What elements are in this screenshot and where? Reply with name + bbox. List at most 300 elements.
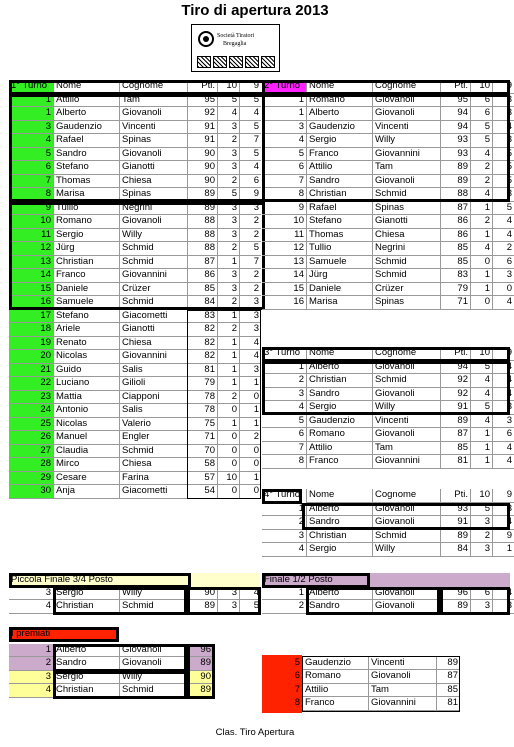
nines-cell: 5 (492, 148, 514, 162)
column-header: Nome (53, 80, 119, 94)
rank-cell: 4 (9, 600, 53, 614)
column-header: 9 (492, 347, 514, 361)
tens-cell: 5 (217, 188, 239, 202)
name-cell: Renato (53, 337, 119, 351)
surname-cell: Giovanoli (372, 587, 440, 601)
points-cell: 89 (440, 415, 470, 429)
points-cell: 88 (440, 188, 470, 202)
name-cell: Mirco (53, 458, 119, 472)
tens-cell: 2 (470, 161, 492, 175)
surname-cell: Ciapponi (119, 391, 187, 405)
nines-cell: 5 (492, 161, 514, 175)
rank-cell: 2 (262, 374, 306, 388)
name-cell: Alberto (306, 361, 372, 375)
tens-cell: 4 (470, 188, 492, 202)
rank-cell: 18 (9, 323, 53, 337)
nines-cell: 3 (492, 503, 514, 517)
points-cell: 92 (440, 374, 470, 388)
surname-cell: Tam (372, 442, 440, 456)
surname-cell: Schmid (372, 530, 440, 544)
points-cell: 90 (187, 161, 217, 175)
rank-cell: 6 (262, 428, 306, 442)
name-cell: Samuele (306, 256, 372, 270)
name-cell: Christian (306, 530, 372, 544)
surname-cell: Schmid (372, 374, 440, 388)
name-cell: Attilio (306, 161, 372, 175)
surname-cell: Chiesa (119, 337, 187, 351)
points-cell: 87 (440, 202, 470, 216)
rank-cell: 1 (262, 361, 306, 375)
tens-cell: 1 (470, 283, 492, 297)
rank-cell: 14 (9, 269, 53, 283)
tens-cell: 1 (217, 364, 239, 378)
surname-cell: Schmid (119, 600, 187, 614)
nines-cell: 3 (239, 296, 261, 310)
name-cell: Gaudenzio (53, 121, 119, 135)
name-cell: Sergio (306, 543, 372, 557)
rank-cell: 7 (9, 175, 53, 189)
tens-cell: 1 (470, 428, 492, 442)
nines-cell: 5 (239, 121, 261, 135)
tens-cell: 5 (470, 361, 492, 375)
tens-cell: 3 (217, 202, 239, 216)
nines-cell: 3 (492, 415, 514, 429)
name-cell: Romano (53, 215, 119, 229)
points-cell: 95 (187, 94, 217, 108)
rank-cell: 3 (9, 671, 53, 685)
points-cell: 88 (187, 229, 217, 243)
surname-cell: Giovanoli (119, 644, 187, 658)
name-cell: Christian (306, 188, 372, 202)
surname-cell: Salis (119, 404, 187, 418)
rank-cell: 14 (262, 269, 306, 283)
surname-cell: Spinas (372, 202, 440, 216)
surname-cell: Chiesa (372, 229, 440, 243)
points-cell: 83 (440, 269, 470, 283)
surname-cell: Giovannini (372, 148, 440, 162)
tens-cell: 3 (470, 543, 492, 557)
points-cell: 84 (440, 543, 470, 557)
points-cell: 81 (187, 364, 217, 378)
name-cell: Thomas (306, 229, 372, 243)
tens-cell: 4 (470, 415, 492, 429)
surname-cell: Giovanoli (372, 107, 440, 121)
name-cell: Samuele (53, 296, 119, 310)
points-cell: 84 (187, 296, 217, 310)
points-cell: 70 (187, 445, 217, 459)
surname-cell: Valerio (119, 418, 187, 432)
points-cell: 79 (187, 377, 217, 391)
surname-cell: Giovannini (368, 697, 436, 711)
name-cell: Sandro (306, 175, 372, 189)
rank-cell: 4 (262, 543, 306, 557)
name-cell: Christian (53, 256, 119, 270)
name-cell: Rafael (306, 202, 372, 216)
surname-cell: Giovanoli (372, 600, 440, 614)
finale-title: Finale 1/2 Posto (264, 574, 333, 585)
points-cell: 89 (440, 600, 470, 614)
points-cell: 94 (440, 107, 470, 121)
rank-cell: 4 (262, 134, 306, 148)
name-cell: Guido (53, 364, 119, 378)
points-cell: 87 (436, 670, 460, 684)
name-cell: Sergio (306, 134, 372, 148)
nines-cell: 1 (239, 377, 261, 391)
points-cell: 89 (440, 175, 470, 189)
name-cell: Sandro (306, 600, 372, 614)
surname-cell: Willy (119, 587, 187, 601)
tens-cell: 3 (217, 269, 239, 283)
tens-cell: 4 (470, 148, 492, 162)
tens-cell: 6 (470, 587, 492, 601)
points-cell: 71 (187, 431, 217, 445)
tens-cell: 1 (470, 455, 492, 469)
column-header: Cognome (372, 347, 440, 361)
nines-cell: 4 (492, 296, 514, 310)
points-cell: 90 (187, 671, 213, 685)
name-cell: Alberto (306, 587, 372, 601)
tens-cell: 1 (217, 418, 239, 432)
rank-cell: 26 (9, 431, 53, 445)
name-cell: Stefano (53, 161, 119, 175)
points-cell: 89 (440, 530, 470, 544)
column-header: 9 (239, 80, 261, 94)
rank-cell: 8 (9, 188, 53, 202)
tens-cell: 2 (217, 391, 239, 405)
nines-cell: 4 (492, 516, 514, 530)
nines-cell: 4 (492, 361, 514, 375)
surname-cell: Spinas (372, 296, 440, 310)
rank-cell: 8 (294, 697, 300, 708)
name-cell: Ariele (53, 323, 119, 337)
rank-cell: 13 (262, 256, 306, 270)
tens-cell: 3 (217, 229, 239, 243)
points-cell: 91 (187, 134, 217, 148)
surname-cell: Salis (119, 364, 187, 378)
surname-cell: Giovanoli (372, 503, 440, 517)
points-cell: 93 (440, 503, 470, 517)
nines-cell: 7 (239, 256, 261, 270)
turno3-title: 3° Turno (264, 347, 301, 358)
nines-cell: 1 (239, 418, 261, 432)
rank-cell: 23 (9, 391, 53, 405)
nines-cell: 4 (492, 215, 514, 229)
nines-cell: 3 (239, 364, 261, 378)
points-cell: 82 (187, 337, 217, 351)
points-cell: 95 (440, 94, 470, 108)
surname-cell: Giovanoli (119, 148, 187, 162)
nines-cell: 4 (239, 350, 261, 364)
points-cell: 75 (187, 418, 217, 432)
tens-cell: 1 (470, 229, 492, 243)
tens-cell: 4 (470, 388, 492, 402)
rank-cell: 3 (9, 121, 53, 135)
column-header: Pti. (440, 80, 470, 94)
nines-cell: 3 (492, 600, 514, 614)
name-cell: Sandro (306, 388, 372, 402)
surname-cell: Engler (119, 431, 187, 445)
surname-cell: Gianotti (119, 323, 187, 337)
nines-cell: 1 (492, 543, 514, 557)
tens-cell: 0 (217, 445, 239, 459)
rank-cell: 12 (262, 242, 306, 256)
rank-cell: 10 (9, 215, 53, 229)
rank-cell: 22 (9, 377, 53, 391)
points-cell: 93 (440, 148, 470, 162)
surname-cell: Gilioli (119, 377, 187, 391)
turno1-title: 1° Turno (11, 80, 48, 91)
surname-cell: Giovanoli (119, 657, 187, 671)
column-header: 9 (492, 489, 514, 503)
nines-cell: 2 (492, 242, 514, 256)
tens-cell: 1 (217, 256, 239, 270)
tens-cell: 1 (217, 310, 239, 324)
tens-cell: 1 (470, 442, 492, 456)
points-cell: 88 (187, 215, 217, 229)
rank-cell: 1 (9, 94, 53, 108)
surname-cell: Willy (372, 401, 440, 415)
nines-cell: 6 (239, 175, 261, 189)
surname-cell: Schmid (119, 296, 187, 310)
nines-cell: 5 (239, 600, 261, 614)
rank-cell: 2 (262, 600, 306, 614)
nines-cell: 2 (239, 215, 261, 229)
name-cell: Gaudenzio (306, 415, 372, 429)
surname-cell: Spinas (119, 188, 187, 202)
tens-cell: 0 (217, 458, 239, 472)
column-header: Pti. (440, 489, 470, 503)
points-cell: 58 (187, 458, 217, 472)
name-cell: Attilio (53, 94, 119, 108)
points-cell: 91 (440, 516, 470, 530)
rank-cell: 3 (262, 388, 306, 402)
surname-cell: Giovanoli (372, 175, 440, 189)
points-cell: 94 (440, 121, 470, 135)
name-cell: Nicolas (53, 418, 119, 432)
tens-cell: 6 (470, 94, 492, 108)
surname-cell: Chiesa (119, 175, 187, 189)
nines-cell: 3 (492, 401, 514, 415)
name-cell: Sandro (53, 148, 119, 162)
tens-cell: 5 (470, 134, 492, 148)
name-cell: Franco (302, 697, 368, 711)
nines-cell: 0 (492, 283, 514, 297)
column-header: Cognome (372, 80, 440, 94)
tens-cell: 2 (217, 175, 239, 189)
rank-cell: 1 (262, 107, 306, 121)
nines-cell: 5 (492, 202, 514, 216)
nines-cell: 2 (239, 283, 261, 297)
name-cell: Cesare (53, 472, 119, 486)
turno2-title: 2° Turno (262, 80, 306, 94)
rank-cell: 15 (9, 283, 53, 297)
rank-cell: 11 (262, 229, 306, 243)
name-cell: Alberto (53, 107, 119, 121)
column-header: Nome (306, 347, 372, 361)
logo-text: Società Tiratori Bregaglia (217, 33, 255, 47)
surname-cell: Tam (372, 161, 440, 175)
tens-cell: 10 (217, 472, 239, 486)
tens-cell: 2 (470, 175, 492, 189)
points-cell: 85 (187, 283, 217, 297)
surname-cell: Farina (119, 472, 187, 486)
tens-cell: 3 (217, 587, 239, 601)
points-cell: 86 (440, 215, 470, 229)
points-cell: 89 (187, 657, 213, 671)
rank-cell: 1 (262, 587, 306, 601)
points-cell: 87 (440, 428, 470, 442)
tens-cell: 3 (217, 148, 239, 162)
name-cell: Mattia (53, 391, 119, 405)
points-cell: 89 (436, 657, 460, 671)
tens-cell: 1 (470, 202, 492, 216)
nines-cell: 4 (492, 442, 514, 456)
points-cell: 89 (187, 684, 213, 698)
name-cell: Thomas (53, 175, 119, 189)
points-cell: 85 (440, 256, 470, 270)
nines-cell: 6 (492, 428, 514, 442)
name-cell: Marisa (306, 296, 372, 310)
name-cell: Anja (53, 485, 119, 499)
nines-cell: 4 (492, 374, 514, 388)
column-header: Nome (306, 489, 372, 503)
rank-cell: 6 (294, 670, 300, 681)
nines-cell: 0 (239, 391, 261, 405)
points-cell: 89 (187, 600, 217, 614)
tens-cell: 1 (470, 269, 492, 283)
nines-cell: 3 (239, 202, 261, 216)
surname-cell: Vincenti (368, 657, 436, 671)
name-cell: Jürg (53, 242, 119, 256)
column-header: Pti. (440, 347, 470, 361)
surname-cell: Willy (119, 229, 187, 243)
tens-cell: 0 (217, 404, 239, 418)
rank-cell: 7 (294, 683, 300, 695)
rank-cell: 4 (262, 401, 306, 415)
name-cell: Romano (302, 670, 368, 684)
tens-cell: 0 (470, 256, 492, 270)
nines-cell: 4 (492, 455, 514, 469)
nines-cell: 3 (239, 323, 261, 337)
points-cell: 81 (436, 697, 460, 711)
surname-cell: Willy (119, 671, 187, 685)
points-cell: 85 (440, 442, 470, 456)
nines-cell: 3 (492, 269, 514, 283)
rank-cell: 12 (9, 242, 53, 256)
name-cell: Franco (306, 455, 372, 469)
name-cell: Claudia (53, 445, 119, 459)
column-header: Cognome (119, 80, 187, 94)
points-cell: 89 (187, 188, 217, 202)
name-cell: Luciano (53, 377, 119, 391)
tens-cell: 2 (217, 296, 239, 310)
rank-cell: 11 (9, 229, 53, 243)
name-cell: Rafael (53, 134, 119, 148)
tens-cell: 3 (217, 283, 239, 297)
surname-cell: Schmid (119, 256, 187, 270)
tens-cell: 1 (217, 337, 239, 351)
nines-cell: 5 (239, 94, 261, 108)
name-cell: Gaudenzio (306, 121, 372, 135)
name-cell: Gaudenzio (302, 657, 368, 671)
rank-cell: 5 (294, 656, 300, 668)
surname-cell: Schmid (119, 684, 187, 698)
name-cell: Stefano (306, 215, 372, 229)
column-header: 10 (470, 489, 492, 503)
surname-cell: Willy (372, 543, 440, 557)
points-cell: 83 (187, 310, 217, 324)
points-cell: 54 (187, 485, 217, 499)
premiati-title: I premiati (11, 628, 51, 639)
name-cell: Manuel (53, 431, 119, 445)
points-cell: 93 (440, 134, 470, 148)
surname-cell: Crüzer (119, 283, 187, 297)
points-cell: 86 (187, 269, 217, 283)
surname-cell: Vincenti (372, 121, 440, 135)
surname-cell: Willy (372, 134, 440, 148)
points-cell: 89 (440, 161, 470, 175)
rank-cell: 13 (9, 256, 53, 270)
nines-cell: 3 (492, 188, 514, 202)
nines-cell: 2 (239, 431, 261, 445)
rank-cell: 7 (262, 442, 306, 456)
rank-cell: 2 (262, 516, 306, 530)
tens-cell: 3 (470, 600, 492, 614)
column-header: Cognome (372, 489, 440, 503)
club-logo (191, 24, 280, 72)
tens-cell: 5 (217, 94, 239, 108)
surname-cell: Tam (119, 94, 187, 108)
nines-cell: 2 (239, 229, 261, 243)
rank-cell: 20 (9, 350, 53, 364)
rank-cell: 15 (262, 283, 306, 297)
points-cell: 82 (187, 323, 217, 337)
surname-cell: Giovanoli (372, 94, 440, 108)
name-cell: Tullio (53, 202, 119, 216)
piccola-finale-title: Piccola Finale 3/4 Posto (11, 574, 113, 585)
surname-cell: Giovanoli (119, 215, 187, 229)
points-cell: 94 (440, 361, 470, 375)
name-cell: Antonio (53, 404, 119, 418)
nines-cell: 3 (239, 310, 261, 324)
column-header: 10 (470, 347, 492, 361)
nines-cell: 6 (492, 256, 514, 270)
name-cell: Christian (306, 374, 372, 388)
column-header: Nome (306, 80, 372, 94)
nines-cell: 1 (239, 472, 261, 486)
tens-cell: 4 (470, 242, 492, 256)
rank-cell: 1 (262, 94, 306, 108)
name-cell: Tullio (306, 242, 372, 256)
surname-cell: Chiesa (119, 458, 187, 472)
surname-cell: Tam (368, 684, 436, 698)
surname-cell: Schmid (119, 242, 187, 256)
tens-cell: 2 (470, 530, 492, 544)
points-cell: 71 (440, 296, 470, 310)
seal-icon (198, 31, 214, 47)
points-cell: 96 (440, 587, 470, 601)
name-cell: Franco (306, 148, 372, 162)
name-cell: Sergio (53, 229, 119, 243)
rank-cell: 4 (9, 684, 53, 698)
rank-cell: 24 (9, 404, 53, 418)
tens-cell: 2 (217, 134, 239, 148)
nines-cell: 7 (239, 134, 261, 148)
surname-cell: Giacometti (119, 485, 187, 499)
tens-cell: 0 (470, 296, 492, 310)
name-cell: Franco (53, 269, 119, 283)
surname-cell: Giovannini (119, 269, 187, 283)
